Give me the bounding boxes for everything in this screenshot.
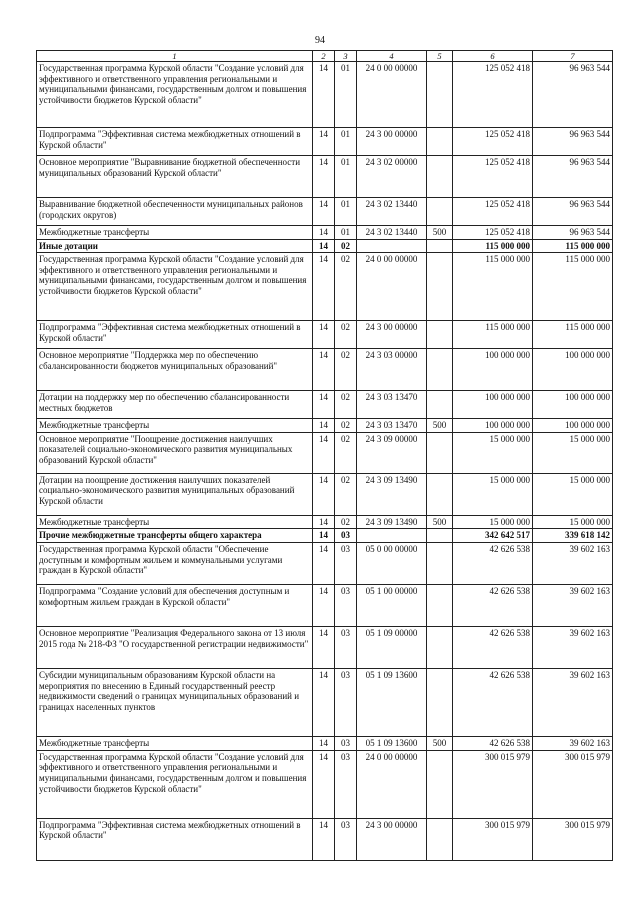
row-subsection: 02 <box>335 253 357 321</box>
table-row <box>37 515 613 529</box>
table-row <box>37 669 613 737</box>
row-name: Дотации на поддержку мер по обеспечению сбалансированности местных бюджетов <box>37 391 313 419</box>
row-expense-type <box>427 62 453 128</box>
row-target-article: 24 3 02 13440 <box>357 226 427 240</box>
row-subsection: 01 <box>335 156 357 198</box>
row-subsection: 01 <box>335 226 357 240</box>
row-sum-year-2: 100 000 000 <box>533 349 613 391</box>
column-header: 5 <box>427 51 453 62</box>
column-header: 1 <box>37 51 313 62</box>
row-sum-year-1: 100 000 000 <box>453 349 533 391</box>
row-sum-year-2: 96 963 544 <box>533 226 613 240</box>
row-sum-year-2: 339 618 142 <box>533 529 613 543</box>
row-expense-type <box>427 818 453 860</box>
row-target-article: 24 3 09 13490 <box>357 515 427 529</box>
row-section: 14 <box>313 62 335 128</box>
row-section: 14 <box>313 226 335 240</box>
row-sum-year-2: 15 000 000 <box>533 432 613 473</box>
row-subsection: 02 <box>335 419 357 433</box>
row-section: 14 <box>313 253 335 321</box>
row-sum-year-2: 15 000 000 <box>533 473 613 515</box>
row-subsection: 03 <box>335 750 357 818</box>
row-expense-type <box>427 128 453 156</box>
row-expense-type <box>427 253 453 321</box>
row-sum-year-2: 300 015 979 <box>533 818 613 860</box>
row-sum-year-2: 300 015 979 <box>533 750 613 818</box>
table-row <box>37 750 613 818</box>
row-name: Подпрограмма "Эффективная система межбюджетных отношений в Курской области" <box>37 128 313 156</box>
row-expense-type: 500 <box>427 419 453 433</box>
row-subsection: 02 <box>335 473 357 515</box>
row-target-article: 24 0 00 00000 <box>357 750 427 818</box>
table-row <box>37 737 613 751</box>
row-name: Дотации на поощрение достижения наилучших показателей социально-экономического развития муниципальных образований Курской области <box>37 473 313 515</box>
row-sum-year-1: 42 626 538 <box>453 627 533 669</box>
row-section: 14 <box>313 585 335 627</box>
row-name: Государственная программа Курской области "Создание условий для эффективного и ответственного управления региональными и муниципальными финансами, государственным долгом и повышения устойчивости бюджетов Курской области" <box>37 253 313 321</box>
row-subsection: 02 <box>335 321 357 349</box>
row-name: Выравнивание бюджетной обеспеченности муниципальных районов (городских округов) <box>37 198 313 226</box>
row-sum-year-2: 39 602 163 <box>533 669 613 737</box>
row-expense-type: 500 <box>427 226 453 240</box>
row-name: Иные дотации <box>37 239 313 253</box>
table-row <box>37 156 613 198</box>
row-subsection: 02 <box>335 391 357 419</box>
row-sum-year-1: 125 052 418 <box>453 198 533 226</box>
row-subsection: 02 <box>335 239 357 253</box>
row-sum-year-1: 15 000 000 <box>453 432 533 473</box>
row-section: 14 <box>313 529 335 543</box>
row-name: Государственная программа Курской области "Создание условий для эффективного и ответственного управления региональными и муниципальными финансами, государственным долгом и повышения устойчивости бюджетов Курской области" <box>37 750 313 818</box>
row-section: 14 <box>313 432 335 473</box>
table-row <box>37 818 613 860</box>
row-name: Субсидии муниципальным образованиям Курской области на мероприятия по внесению в Единый государственный реестр недвижимости сведений о границах муниципальных образований и границах населенных пунктов <box>37 669 313 737</box>
row-subsection: 03 <box>335 529 357 543</box>
row-target-article: 24 3 00 00000 <box>357 321 427 349</box>
row-sum-year-2: 115 000 000 <box>533 239 613 253</box>
table-body <box>37 51 613 861</box>
row-target-article: 24 3 00 00000 <box>357 818 427 860</box>
row-target-article: 24 0 00 00000 <box>357 62 427 128</box>
row-subsection: 02 <box>335 432 357 473</box>
table-row <box>37 585 613 627</box>
column-header: 3 <box>335 51 357 62</box>
row-expense-type <box>427 473 453 515</box>
row-name: Основное мероприятие "Поощрение достижения наилучших показателей социально-экономического развития муниципальных образований Курской области" <box>37 432 313 473</box>
row-name: Межбюджетные трансферты <box>37 419 313 433</box>
row-name: Подпрограмма "Эффективная система межбюджетных отношений в Курской области" <box>37 818 313 860</box>
row-expense-type <box>427 432 453 473</box>
row-subsection: 01 <box>335 198 357 226</box>
table-row <box>37 226 613 240</box>
row-sum-year-1: 42 626 538 <box>453 737 533 751</box>
column-header: 7 <box>533 51 613 62</box>
row-sum-year-1: 42 626 538 <box>453 669 533 737</box>
table-row <box>37 391 613 419</box>
row-name: Межбюджетные трансферты <box>37 737 313 751</box>
column-header: 2 <box>313 51 335 62</box>
row-section: 14 <box>313 321 335 349</box>
row-target-article: 24 3 00 00000 <box>357 128 427 156</box>
row-sum-year-1: 15 000 000 <box>453 473 533 515</box>
row-subsection: 01 <box>335 62 357 128</box>
row-name: Межбюджетные трансферты <box>37 226 313 240</box>
row-expense-type <box>427 669 453 737</box>
row-sum-year-1: 42 626 538 <box>453 585 533 627</box>
row-name: Подпрограмма "Эффективная система межбюджетных отношений в Курской области" <box>37 321 313 349</box>
row-expense-type: 500 <box>427 515 453 529</box>
table-row <box>37 432 613 473</box>
row-sum-year-1: 42 626 538 <box>453 543 533 585</box>
row-subsection: 01 <box>335 128 357 156</box>
row-target-article <box>357 239 427 253</box>
row-sum-year-2: 115 000 000 <box>533 321 613 349</box>
row-subsection: 02 <box>335 515 357 529</box>
row-subsection: 03 <box>335 543 357 585</box>
row-subsection: 03 <box>335 585 357 627</box>
row-sum-year-1: 100 000 000 <box>453 391 533 419</box>
row-subsection: 03 <box>335 818 357 860</box>
row-section: 14 <box>313 419 335 433</box>
row-section: 14 <box>313 818 335 860</box>
row-section: 14 <box>313 737 335 751</box>
row-target-article: 24 3 03 13470 <box>357 419 427 433</box>
row-section: 14 <box>313 239 335 253</box>
column-header: 6 <box>453 51 533 62</box>
row-section: 14 <box>313 543 335 585</box>
row-section: 14 <box>313 627 335 669</box>
row-subsection: 02 <box>335 349 357 391</box>
row-section: 14 <box>313 515 335 529</box>
row-target-article <box>357 529 427 543</box>
row-target-article: 05 1 09 13600 <box>357 737 427 751</box>
row-sum-year-1: 115 000 000 <box>453 321 533 349</box>
row-sum-year-1: 115 000 000 <box>453 253 533 321</box>
row-sum-year-1: 125 052 418 <box>453 156 533 198</box>
row-sum-year-1: 300 015 979 <box>453 818 533 860</box>
row-expense-type <box>427 529 453 543</box>
row-expense-type <box>427 543 453 585</box>
row-expense-type <box>427 391 453 419</box>
row-sum-year-1: 300 015 979 <box>453 750 533 818</box>
row-target-article: 05 0 00 00000 <box>357 543 427 585</box>
table-row <box>37 543 613 585</box>
budget-table <box>36 50 613 861</box>
row-section: 14 <box>313 750 335 818</box>
row-sum-year-1: 15 000 000 <box>453 515 533 529</box>
table-row <box>37 419 613 433</box>
row-sum-year-1: 342 642 517 <box>453 529 533 543</box>
row-name: Основное мероприятие "Поддержка мер по обеспечению сбалансированности бюджетов муниципальных образований" <box>37 349 313 391</box>
row-target-article: 24 3 02 00000 <box>357 156 427 198</box>
row-target-article: 05 1 00 00000 <box>357 585 427 627</box>
table-row <box>37 62 613 128</box>
row-sum-year-2: 100 000 000 <box>533 419 613 433</box>
table-row <box>37 253 613 321</box>
row-expense-type: 500 <box>427 737 453 751</box>
table-row <box>37 128 613 156</box>
row-expense-type <box>427 321 453 349</box>
row-sum-year-1: 100 000 000 <box>453 419 533 433</box>
row-sum-year-1: 115 000 000 <box>453 239 533 253</box>
row-name: Государственная программа Курской области "Обеспечение доступным и комфортным жильем и коммунальными услугами граждан в Курской области" <box>37 543 313 585</box>
row-target-article: 24 3 02 13440 <box>357 198 427 226</box>
row-target-article: 24 3 09 00000 <box>357 432 427 473</box>
row-sum-year-2: 39 602 163 <box>533 585 613 627</box>
row-section: 14 <box>313 391 335 419</box>
row-subsection: 03 <box>335 627 357 669</box>
row-sum-year-1: 125 052 418 <box>453 128 533 156</box>
row-section: 14 <box>313 473 335 515</box>
table-row <box>37 627 613 669</box>
row-target-article: 24 3 09 13490 <box>357 473 427 515</box>
row-expense-type <box>427 239 453 253</box>
row-name: Подпрограмма "Создание условий для обеспечения доступным и комфортным жильем граждан в Курской области" <box>37 585 313 627</box>
row-target-article: 05 1 09 13600 <box>357 669 427 737</box>
table-row <box>37 349 613 391</box>
table-row <box>37 529 613 543</box>
row-section: 14 <box>313 669 335 737</box>
row-sum-year-2: 39 602 163 <box>533 627 613 669</box>
row-name: Государственная программа Курской области "Создание условий для эффективного и ответственного управления региональными и муниципальными финансами, государственным долгом и повышения устойчивости бюджетов Курской области" <box>37 62 313 128</box>
table-row <box>37 473 613 515</box>
row-name: Межбюджетные трансферты <box>37 515 313 529</box>
page-number: 94 <box>315 35 325 46</box>
row-target-article: 05 1 09 00000 <box>357 627 427 669</box>
row-expense-type <box>427 156 453 198</box>
row-sum-year-2: 100 000 000 <box>533 391 613 419</box>
row-name: Основное мероприятие "Реализация Федерального закона от 13 июля 2015 года № 218-ФЗ "О государственной регистрации недвижимости" <box>37 627 313 669</box>
table-row <box>37 321 613 349</box>
row-expense-type <box>427 627 453 669</box>
row-section: 14 <box>313 128 335 156</box>
row-section: 14 <box>313 349 335 391</box>
row-target-article: 24 3 03 13470 <box>357 391 427 419</box>
row-sum-year-2: 39 602 163 <box>533 737 613 751</box>
row-sum-year-1: 125 052 418 <box>453 226 533 240</box>
row-sum-year-2: 96 963 544 <box>533 62 613 128</box>
table-row <box>37 239 613 253</box>
row-sum-year-2: 115 000 000 <box>533 253 613 321</box>
row-sum-year-2: 15 000 000 <box>533 515 613 529</box>
row-section: 14 <box>313 198 335 226</box>
row-name: Прочие межбюджетные трансферты общего характера <box>37 529 313 543</box>
row-target-article: 24 3 03 00000 <box>357 349 427 391</box>
row-sum-year-2: 96 963 544 <box>533 128 613 156</box>
row-subsection: 03 <box>335 737 357 751</box>
row-sum-year-2: 96 963 544 <box>533 156 613 198</box>
table-row <box>37 198 613 226</box>
row-name: Основное мероприятие "Выравнивание бюджетной обеспеченности муниципальных образований Курской области" <box>37 156 313 198</box>
row-target-article: 24 0 00 00000 <box>357 253 427 321</box>
row-subsection: 03 <box>335 669 357 737</box>
row-expense-type <box>427 585 453 627</box>
row-sum-year-1: 125 052 418 <box>453 62 533 128</box>
row-expense-type <box>427 198 453 226</box>
column-number-header-row <box>37 51 613 62</box>
row-expense-type <box>427 349 453 391</box>
column-header: 4 <box>357 51 427 62</box>
row-section: 14 <box>313 156 335 198</box>
row-expense-type <box>427 750 453 818</box>
row-sum-year-2: 96 963 544 <box>533 198 613 226</box>
row-sum-year-2: 39 602 163 <box>533 543 613 585</box>
